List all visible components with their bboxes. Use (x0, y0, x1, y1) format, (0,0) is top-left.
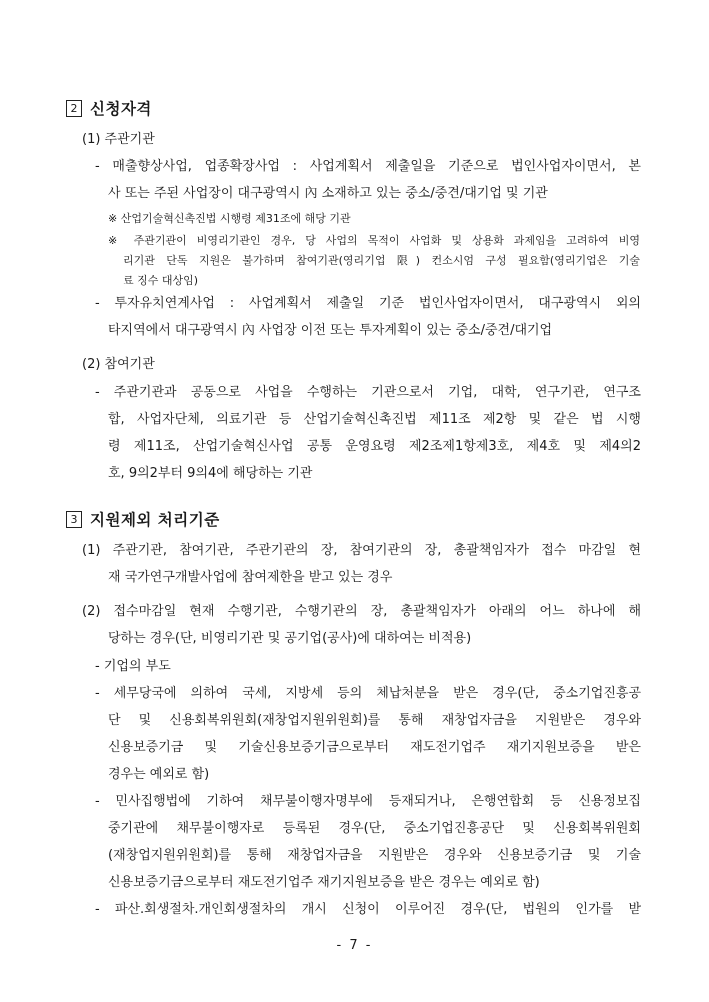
page-number: - 7 - (336, 938, 373, 953)
section-heading-3 (66, 508, 220, 530)
paragraph-line: 사 또는 주된 사업장이 대구광역시 內 소재하고 있는 중소/중견/대기업 및 기관 (108, 186, 548, 201)
note-line: ※ 주관기관이 비영리기관인 경우, 당 사업의 목적이 사업화 및 상용화 과제임을 고려하여 비영 (108, 234, 640, 247)
subsection-label: (2) 참여기관 (82, 357, 155, 372)
paragraph-line: 당하는 경우(단, 비영리기관 및 공기업(공사)에 대하여는 비적용) (108, 631, 472, 646)
paragraph-line: 중기관에 채무불이행자로 등록된 경우(단, 중소기업진흥공단 및 신용회복위원회 (108, 821, 641, 836)
paragraph-line: 합, 사업자단체, 의료기관 등 산업기술혁신촉진법 제11조 제2항 및 같은 법 시행 (108, 412, 641, 427)
subsection-label: (1) 주관기관 (82, 132, 155, 147)
note-line: ※ 산업기술혁신촉진법 시행령 제31조에 해당 기관 (108, 212, 351, 225)
section-number-box: 2 (66, 100, 82, 117)
paragraph-line: 신용보증기금 및 기술신용보증기금으로부터 재도전기업주 재기지원보증을 받은 (108, 740, 641, 755)
paragraph-line: - 주관기관과 공동으로 사업을 수행하는 기관으로서 기업, 대학, 연구기관, 연구조 (95, 385, 641, 400)
list-item: - 파산.회생절차.개인회생절차의 개시 신청이 이루어진 경우(단, 법원의 인가를 받 (95, 902, 641, 917)
paragraph-line: - 매출향상사업, 업종확장사업 : 사업계획서 제출일을 기준으로 법인사업자이면서, 본 (95, 159, 641, 174)
list-item: - 세무당국에 의하여 국세, 지방세 등의 체납처분을 받은 경우(단, 중소기업진흥공 (95, 686, 641, 701)
section-heading-2 (66, 97, 152, 119)
paragraph-line: 호, 9의2부터 9의4에 해당하는 기관 (108, 466, 313, 481)
section-title: 지원제외 처리기준 (90, 511, 220, 529)
paragraph-line: 재 국가연구개발사업에 참여제한을 받고 있는 경우 (108, 570, 393, 585)
list-item: - 기업의 부도 (95, 659, 171, 674)
paragraph-line: 타지역에서 대구광역시 內 사업장 이전 또는 투자계획이 있는 중소/중견/대기업 (108, 323, 553, 338)
paragraph-line: 령 제11조, 산업기술혁신사업 공통 운영요령 제2조제1항제3호, 제4호 및 제4의2 (108, 439, 641, 454)
paragraph-line: (2) 접수마감일 현재 수행기관, 수행기관의 장, 총괄책임자가 아래의 어느 하나에 해 (82, 604, 641, 619)
paragraph-line: (1) 주관기관, 참여기관, 주관기관의 장, 참여기관의 장, 총괄책임자가 접수 마감일 현 (82, 543, 641, 558)
paragraph-line: 단 및 신용회복위원회(재창업지원위원회)를 통해 재창업자금을 지원받은 경우와 (108, 713, 641, 728)
paragraph-line: (재창업지원위원회)를 통해 재창업자금을 지원받은 경우와 신용보증기금 및 기술 (108, 848, 641, 863)
section-number-box: 3 (66, 511, 82, 528)
paragraph-line: 신용보증기금으로부터 재도전기업주 재기지원보증을 받은 경우는 예외로 함) (108, 875, 540, 890)
paragraph-line: 경우는 예외로 함) (108, 767, 210, 782)
section-title: 신청자격 (90, 100, 152, 118)
paragraph-line: - 투자유치연계사업 : 사업계획서 제출일 기준 법인사업자이면서, 대구광역시 외의 (95, 296, 641, 311)
note-line: 료 징수 대상임) (123, 274, 199, 287)
note-line: 리기관 단독 지원은 불가하며 참여기관(영리기업 限) 컨소시엄 구성 필요함(영리기업은 기술 (123, 254, 640, 267)
list-item: - 민사집행법에 기하여 채무불이행자명부에 등재되거나, 은행연합회 등 신용정보집 (95, 794, 641, 809)
